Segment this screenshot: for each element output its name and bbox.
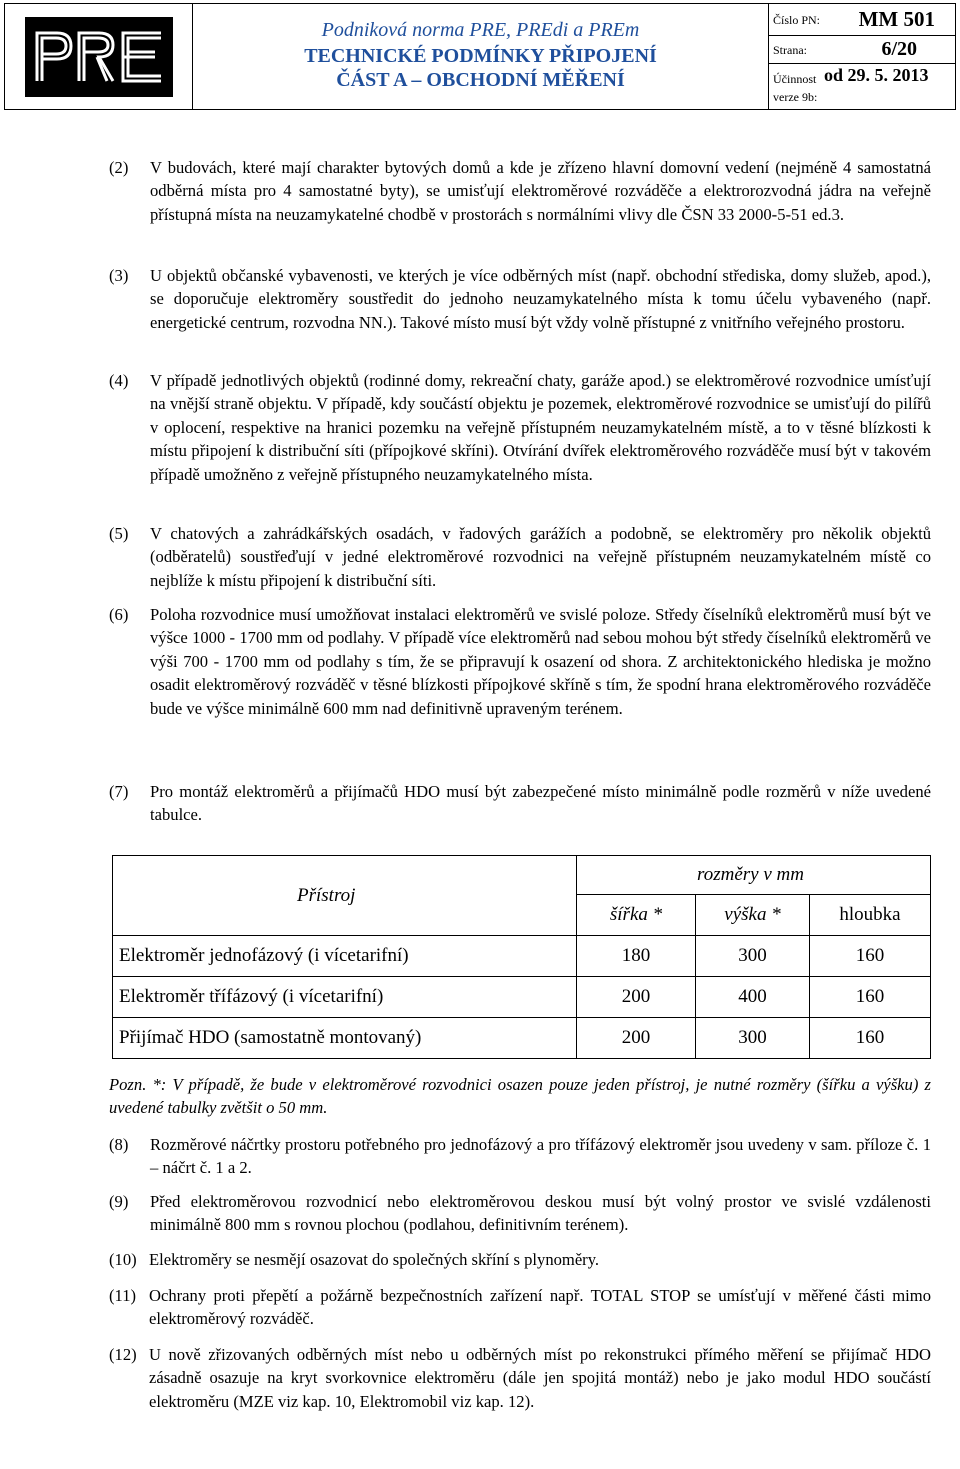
width-cell: 180: [577, 936, 696, 977]
height-cell: 400: [696, 977, 810, 1018]
paragraph-11: [109, 1284, 931, 1331]
validity-label: Účinnost: [773, 72, 817, 86]
validity-date: od 29. 5. 2013: [824, 65, 929, 85]
page-label: Strana:: [773, 43, 807, 57]
paragraph-text: U nově zřizovaných odběrných míst nebo u odběrných míst po rekonstrukci přímého měření se přijímač HDO zásadně osazuje na kryt svorkovnice elektroměru (dále jen spojitá montáž) nebo je jako modul HDO součástí elektroměru (MZE viz kap. 10, Elektromobil viz kap. 12).: [149, 1345, 931, 1411]
paragraph-number: (5): [109, 524, 129, 543]
width-cell: 200: [577, 1018, 696, 1059]
doc-number-value: MM 501: [858, 7, 935, 31]
paragraph-8: [109, 1133, 931, 1180]
document-subtitle: ČÁST A – OBCHODNÍ MĚŘENÍ: [336, 68, 625, 91]
dimensions-group-header: rozměry v mm: [577, 856, 931, 895]
logo-cell: [5, 4, 193, 109]
paragraph-text: U objektů občanské vybavenosti, ve kterých je více odběrných míst (např. obchodní střediska, domy služeb, apod.), se doporučuje elektroměry soustředit do jednoho neuzamykatelného místa k tomu účelu vybaveného (např. energetické centrum, rozvodna NN.). Takové místo musí být vždy volně přístupné z vnitřního veřejného prostoru.: [150, 266, 931, 332]
height-cell: 300: [696, 936, 810, 977]
header-title-cell: [193, 4, 769, 109]
header-meta-cell: [769, 4, 955, 109]
depth-cell: 160: [810, 1018, 931, 1059]
doc-number-row: [769, 4, 955, 36]
paragraph-number: (8): [109, 1135, 129, 1154]
paragraph-text: Rozměrové náčrtky prostoru potřebného pro jednofázový a pro třífázový elektroměr jsou uvedeny v sam. příloze č. 1 – náčrt č. 1 a 2.: [150, 1135, 931, 1178]
depth-cell: 160: [810, 936, 931, 977]
paragraph-text: V chatových a zahrádkářských osadách, v řadových garážích a podobně, se elektroměry pro několik objektů (odběratelů) soustřeďují v jedné elektroměrové rozvodnici na veřejně přístupném neuzamykatelném místě co nejblíže k místu připojení k distribuční síti.: [150, 524, 931, 590]
paragraph-number: (4): [109, 371, 129, 390]
height-cell: 300: [696, 1018, 810, 1059]
depth-column-header: hloubka: [810, 895, 931, 936]
width-column-header: šířka *: [577, 895, 696, 936]
device-cell: Elektroměr třífázový (i vícetarifní): [113, 977, 577, 1018]
width-cell: 200: [577, 977, 696, 1018]
paragraph-text: Poloha rozvodnice musí umožňovat instalaci elektroměrů ve svislé poloze. Středy číselníků elektroměrů musí být ve výšce 1000 - 1700 mm od podlahy. V případě více elektroměrů nad sebou mohou být středy číselníků elektroměrů ve výši 700 - 1700 mm od podlahy s tím, že se připravují k osazení od shora. Z architektonického hlediska je možno osadit elektroměrový rozváděč v těsné blízkosti přípojkové skříně s tím, že spodní hrana elektroměrového rozváděče bude ve výšce minimálně 600 mm nad definitivně upraveným terénem.: [150, 605, 931, 718]
version-label: verze 9b:: [773, 90, 818, 104]
device-cell: Přijímač HDO (samostatně montovaný): [113, 1018, 577, 1059]
paragraph-number: (10): [109, 1250, 137, 1269]
table-row: [113, 936, 931, 977]
table-row: [113, 977, 931, 1018]
dimensions-table: [112, 855, 931, 1059]
standard-name: Podniková norma PRE, PREdi a PREm: [321, 18, 640, 41]
paragraph-text: V budovách, které mají charakter bytových domů a kde je zřízeno hlavní domovní vedení (nejméně 4 samostatná odběrná místa pro 4 samostatné byty), se umisťují elektroměrové rozváděče a elektrorozvodná jádra na veřejně přístupná místa na neuzamykatelné chodbě v prostorách s normálními vlivy dle ČSN 33 2000-5-51 ed.3.: [150, 158, 931, 224]
paragraph-number: (12): [109, 1345, 137, 1364]
height-column-header: výška *: [696, 895, 810, 936]
paragraph-number: (9): [109, 1192, 129, 1211]
paragraph-2: [109, 156, 931, 226]
paragraph-10: [109, 1248, 931, 1271]
paragraph-text: Elektroměry se nesmějí osazovat do společných skříní s plynoměry.: [149, 1250, 600, 1269]
paragraph-7: [109, 780, 931, 827]
paragraph-number: (2): [109, 158, 129, 177]
paragraph-9: [109, 1190, 931, 1237]
paragraph-text: V případě jednotlivých objektů (rodinné domy, rekreační chaty, garáže apod.) se elektroměrové rozvodnice umísťují na vnější straně objektu. V případě, kdy součástí objektu je pozemek, elektroměrové rozvodnice se umisťují do pilířů v oplocení, respektive na hranici pozemku na veřejně přístupném neuzamykatelném místě, a to v těsné blízkosti k místu připojení k distribuční síti (přípojkové skříni). Otvírání dvířek elektroměrového rozváděče musí být v takovém případě umožněno z veřejně přístupného neuzamykatelného místa.: [150, 371, 931, 484]
paragraph-4: [109, 369, 931, 486]
paragraph-number: (7): [109, 782, 129, 801]
validity-row: [769, 64, 955, 109]
doc-number-label: Číslo PN:: [773, 13, 821, 27]
device-cell: Elektroměr jednofázový (i vícetarifní): [113, 936, 577, 977]
table-note: Pozn. *: V případě, že bude v elektroměrové rozvodnici osazen pouze jeden přístroj, je nutné rozměry (šířku a výšku) z uvedené tabulky zvětšit o 50 mm.: [109, 1075, 931, 1118]
paragraph-3: [109, 264, 931, 334]
page-number: 6/20: [881, 38, 917, 60]
document-header: [4, 3, 956, 110]
paragraph-text: Před elektroměrovou rozvodnicí nebo elektroměrovou deskou musí být volný prostor ve svislé vzdálenosti minimálně 800 mm s rovnou plochou (podlahou, definitivním terénem).: [150, 1192, 931, 1235]
pre-logo: [25, 17, 173, 97]
paragraph-text: Ochrany proti přepětí a požárně bezpečnostních zařízení např. TOTAL STOP se umísťují v měřené části mimo elektroměrový rozváděč.: [149, 1286, 931, 1329]
table-row: [113, 1018, 931, 1059]
paragraph-12: [109, 1343, 931, 1413]
depth-cell: 160: [810, 977, 931, 1018]
paragraph-number: (3): [109, 266, 129, 285]
paragraph-number: (11): [109, 1286, 137, 1305]
pre-logo-icon: [33, 29, 165, 85]
paragraph-number: (6): [109, 605, 129, 624]
document-title: TECHNICKÉ PODMÍNKY PŘIPOJENÍ: [304, 44, 657, 67]
page-row: [769, 36, 955, 64]
device-column-header: Přístroj: [113, 856, 577, 936]
paragraph-5: [109, 522, 931, 592]
paragraph-6: [109, 603, 931, 720]
paragraph-text: Pro montáž elektroměrů a přijímačů HDO musí být zabezpečené místo minimálně podle rozměrů v níže uvedené tabulce.: [150, 782, 931, 825]
